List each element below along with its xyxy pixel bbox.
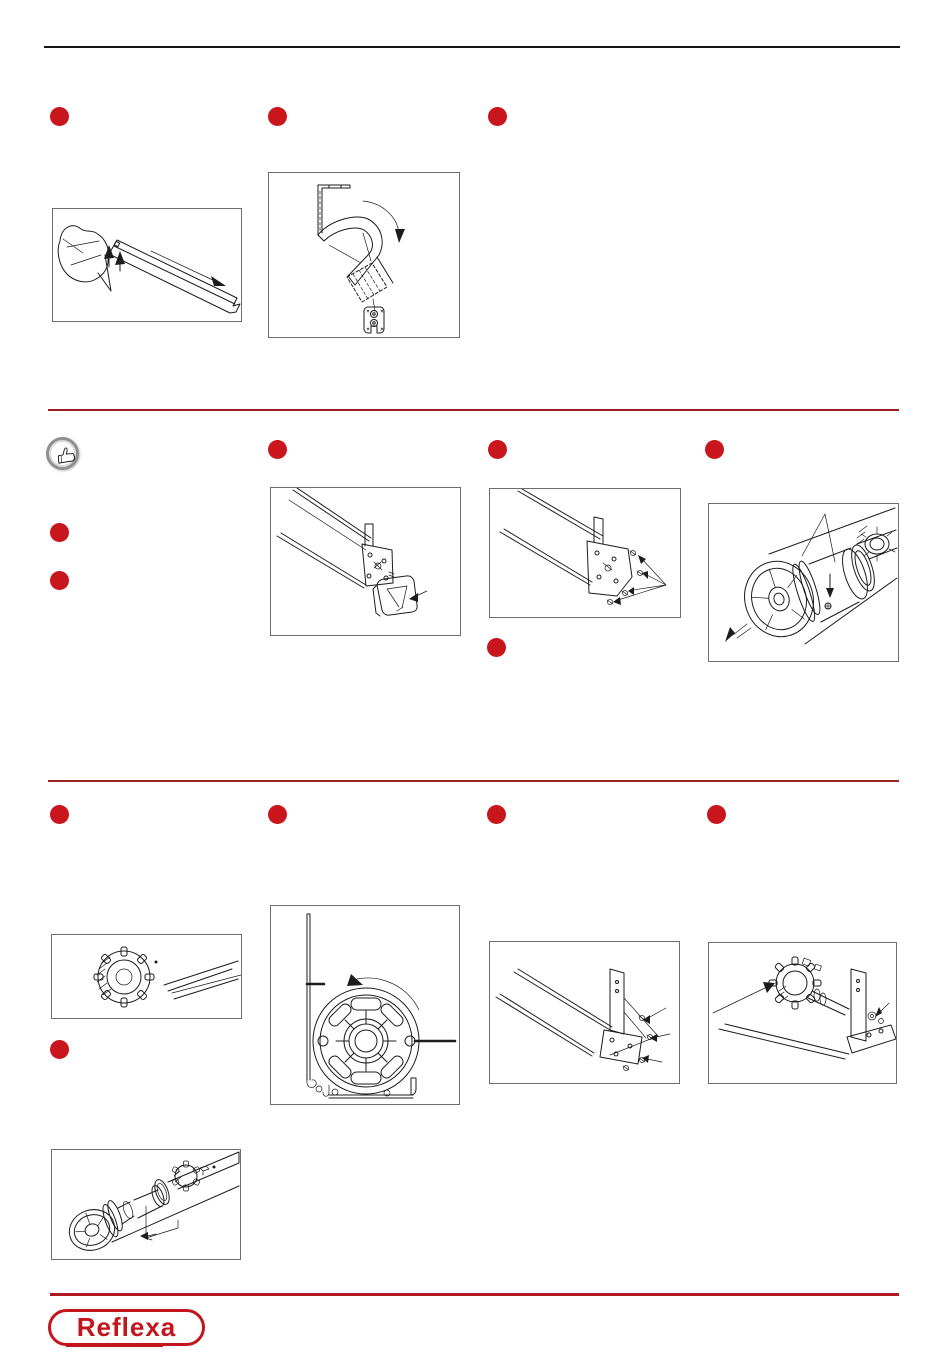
fabric-rail-drawing xyxy=(53,209,241,321)
figure-tube-gear-adapter xyxy=(51,934,242,1019)
reflexa-logo-underline xyxy=(66,1344,163,1347)
step-bullet xyxy=(50,571,69,590)
figure-motor-inside-tube xyxy=(51,1149,241,1260)
gear-bracket-drawing xyxy=(709,943,896,1083)
step-bullet xyxy=(707,805,726,824)
tube-gear-drawing xyxy=(52,935,241,1018)
reflexa-logo-text: Reflexa xyxy=(76,1311,177,1342)
motor-adapter-drawing xyxy=(709,504,898,661)
step-bullet xyxy=(487,805,506,824)
step-bullet xyxy=(50,1040,69,1059)
section-divider xyxy=(48,780,899,782)
section-divider xyxy=(48,409,899,411)
footer-rule xyxy=(50,1293,899,1296)
step-bullet xyxy=(268,440,287,459)
motor-tube-drawing xyxy=(52,1150,240,1259)
figure-gear-bracket-assembly xyxy=(708,942,897,1084)
figure-end-plate-screws xyxy=(489,488,681,618)
figure-roller-end-cap xyxy=(270,487,461,636)
step-bullet xyxy=(50,805,69,824)
step-bullet xyxy=(50,107,69,126)
figure-bracket-cross-section xyxy=(270,905,460,1105)
step-bullet xyxy=(488,107,507,126)
thumbs-up-glyph xyxy=(51,442,75,466)
step-bullet xyxy=(268,805,287,824)
end-plate-screws-drawing xyxy=(490,489,680,617)
step-bullet xyxy=(705,440,724,459)
roller-endcap-drawing xyxy=(271,488,460,635)
step-bullet xyxy=(50,523,69,542)
step-bullet xyxy=(487,638,506,657)
figure-motor-adapter-tube xyxy=(708,503,899,662)
step-bullet xyxy=(488,440,507,459)
cassette-hook-drawing xyxy=(269,173,459,337)
thumbs-up-icon xyxy=(46,437,79,470)
figure-end-bracket-mounting xyxy=(489,941,680,1084)
figure-fabric-pull-onto-rail xyxy=(52,208,242,322)
figure-cassette-hook-rotation xyxy=(268,172,460,338)
step-bullet xyxy=(268,107,287,126)
bracket-section-drawing xyxy=(271,906,459,1104)
reflexa-logo xyxy=(48,1309,205,1346)
top-rule xyxy=(44,46,900,48)
end-bracket-drawing xyxy=(490,942,679,1083)
